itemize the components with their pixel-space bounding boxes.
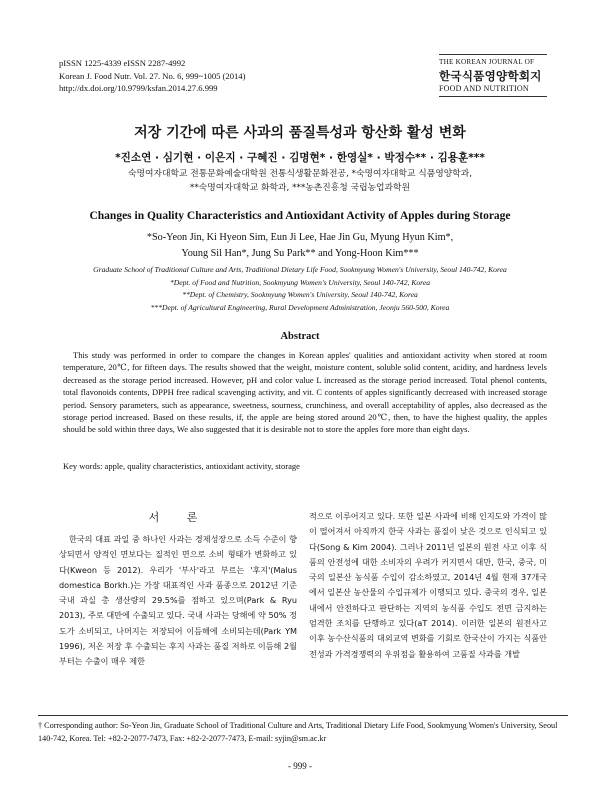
journal-brand xyxy=(439,54,547,97)
doi-link[interactable]: http://dx.doi.org/10.9799/ksfan.2014.27.6.999 xyxy=(59,83,218,93)
keywords: Key words: apple, quality characteristics, antioxidant activity, storage xyxy=(63,461,300,471)
affiliation-kr-1: 숙명여자대학교 전통문화예술대학원 전통식생활문화전공, *숙명여자대학교 식품영양학과, xyxy=(127,169,473,179)
affiliation-en-1: Graduate School of Traditional Culture and Arts, Traditional Dietary Life Food, Sookmyung Women's University, Seoul 140-742, Korea xyxy=(93,265,507,274)
section-heading-introduction: 서 론 xyxy=(148,511,210,524)
brand-top: THE KOREAN JOURNAL OF xyxy=(439,54,547,66)
authors-en-line-1: *So-Yeon Jin, Ki Hyeon Sim, Eun Ji Lee, Hae Jin Gu, Myung Hyun Kim*, xyxy=(146,232,454,243)
affiliation-kr-2: **숙명여자대학교 화학과, ***농촌진흥청 국립농업과학원 xyxy=(189,183,411,193)
affiliation-en-3: **Dept. of Chemistry, Sookmyung Women's University, Seoul 140-742, Korea xyxy=(182,290,418,300)
issn-line: pISSN 1225-4339 eISSN 2287-4992 xyxy=(59,58,186,68)
body-column-right: 적으로 이루어지고 있다. 또한 일본 사과에 비해 인지도와 가격이 많이 떨어져서 아직까지 한국 사과는 품질이 낮은 것으로 인식되고 있다(Song & Kim 2004). 그러나 2011년 일본의 원전 사고 이후 식품의 안전성에 대한 소비자의 우려가 커지면서 대만, 한국, 중국, 미국의 일본산 농식품 수입이 감소하였고, 2014년 4월 현재 37개국에서 일본산 농산물의 수입규제가 이행되고 있다. 중국의 경우, 일본 내에서 안전하다고 판단하는 지역의 농식품 수입도 전면 금지하는 엄격한 조치를 단행하고 있다(aT 2014). 이러한 일본의 원전사고 이후 농수산식품의 대외교역 변화를 기회로 한국산이 가지는 식품안전성과 가격경쟁력의 우위점을 활용하여 고품질 사과를 개발 xyxy=(309,511,547,659)
authors-english xyxy=(0,230,600,262)
authors-korean: *진소연 · 심기현 · 이은지 · 구혜진 · 김명현* · 한영실* · 박정수** · 김용훈*** xyxy=(115,152,485,164)
page-number: - 999 - xyxy=(288,761,312,771)
title-english: Changes in Quality Characteristics and Antioxidant Activity of Apples during Storage xyxy=(89,210,511,222)
abstract-text: This study was performed in order to compare the changes in Korean apples' qualities and antioxidant activity when stored at room temperature, 20℃, for fifteen days. The results showed that the weight, moisture content, soluble solid content, acidity, and hardness levels decreased as the storage period increased. However, pH and color value L increased as the storage period increased. Total phenol contents, total flavonoids contents, DPPH free radical scavenging activity, and vit. C contents of apples significantly decreased with increased storage period. Sensory parameters, such as appearance, sweetness, sourness, crunchiness, and overall acceptability of apples, also decreased as the storage period increased. Based on these results, if, the apple are being stored around 20℃, then, to have the highest quality, the apples should be sold within three days, We also suggested that it is desirable not to store the apples fore more than eight days. xyxy=(63,350,547,435)
authors-en-line-2: Young Sil Han*, Jung Su Park** and Yong-Hoon Kim*** xyxy=(181,248,419,259)
brand-korean: 한국식품영양학회지 xyxy=(439,69,542,83)
affiliations-english xyxy=(0,264,600,314)
body-column-left: 한국의 대표 과일 중 하나인 사과는 경제성장으로 소득 수준이 향상되면서 양적인 면보다는 질적인 면으로 소비 형태가 변화하고 있다(Kweon 등 2012). 우리가 '부사'라고 부르는 '후지'(Malus domestica Borkh.)는 가장 대표적인 사과 품종으로 2012년 기준 국내 과실 총 생산량의 29.5%를 점하고 있으며(Park & Ryu 2013), 주로 대만에 수출되고 있다. 국내 사과는 당해에 약 50% 정도가 소비되고, 나머지는 저장되어 이듬해에 소비되는데(Park YM 1996), 저온 저장 후 수출되는 후지 사과는 품질 저하로 이듬해 2월부터는 수출이 매우 제한 xyxy=(59,534,297,667)
affiliation-en-2: *Dept. of Food and Nutrition, Sookmyung Women's University, Seoul 140-742, Korea xyxy=(169,277,431,287)
footnote-divider xyxy=(38,715,568,716)
affiliation-en-4: ***Dept. of Agricultural Engineering, Rural Development Administration, Jeonju 560-500, Korea xyxy=(150,302,450,312)
abstract-heading: Abstract xyxy=(280,331,320,342)
brand-bottom: FOOD AND NUTRITION xyxy=(439,84,547,97)
citation-line: Korean J. Food Nutr. Vol. 27. No. 6, 999~1005 (2014) xyxy=(59,70,246,81)
journal-info xyxy=(59,57,245,95)
title-korean: 저장 기간에 따른 사과의 품질특성과 항산화 활성 변화 xyxy=(134,125,466,141)
corresponding-author-footnote: † Corresponding author: So-Yeon Jin, Graduate School of Traditional Culture and Arts, Traditional Dietary Life Food, Sookmyung Women's University, Seoul 140-742, Korea. Tel: +82-2-2077-7473, Fax: +82-2-2077-7473, E-mail: syjin@sm.ac.kr xyxy=(38,721,558,743)
